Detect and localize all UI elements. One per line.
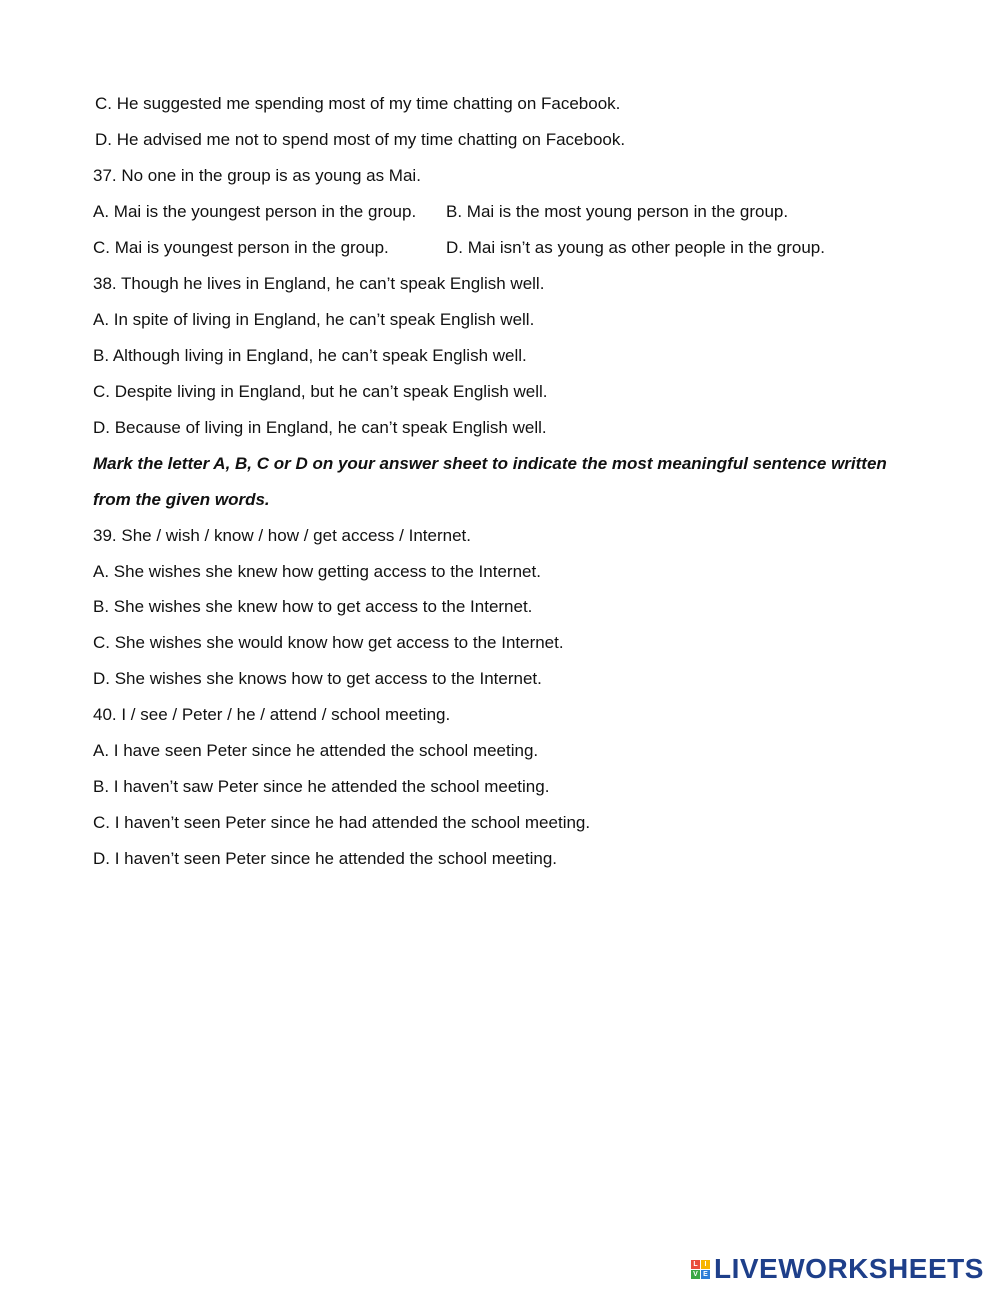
liveworksheets-logo[interactable]: [691, 1255, 984, 1283]
liveworksheets-mark-icon: [691, 1260, 710, 1279]
instruction-line-1: Mark the letter A, B, C or D on your answer sheet to indicate the most meaningful sentence written: [93, 454, 887, 473]
q39-option-a: A. She wishes she knew how getting access to the Internet.: [93, 562, 541, 581]
q36-option-d: D. He advised me not to spend most of my time chatting on Facebook.: [95, 130, 626, 149]
q37-option-b: B. Mai is the most young person in the group.: [446, 202, 789, 221]
logo-mark-letter: L: [691, 1260, 700, 1269]
q40-option-b: B. I haven’t saw Peter since he attended the school meeting.: [93, 777, 550, 796]
q40-option-a: A. I have seen Peter since he attended the school meeting.: [93, 741, 539, 760]
logo-mark-letter: E: [701, 1270, 710, 1279]
q37-option-c: C. Mai is youngest person in the group.: [93, 238, 389, 257]
q37-option-a: A. Mai is the youngest person in the group.: [93, 202, 417, 221]
q40-option-d: D. I haven’t seen Peter since he attended the school meeting.: [93, 849, 558, 868]
q39-option-b: B. She wishes she knew how to get access to the Internet.: [93, 597, 533, 616]
q39-option-d: D. She wishes she knows how to get access to the Internet.: [93, 669, 542, 688]
q39-question: 39. She / wish / know / how / get access / Internet.: [93, 526, 471, 545]
q38-option-c: C. Despite living in England, but he can’t speak English well.: [93, 382, 548, 401]
q38-option-a: A. In spite of living in England, he can’t speak English well.: [93, 310, 535, 329]
q38-question: 38. Though he lives in England, he can’t speak English well.: [93, 274, 545, 293]
instruction-line-2: from the given words.: [93, 490, 270, 509]
q37-question: 37. No one in the group is as young as Mai.: [93, 166, 421, 185]
q38-option-d: D. Because of living in England, he can’t speak English well.: [93, 418, 547, 437]
logo-text: LIVEWORKSHEETS: [714, 1253, 984, 1284]
q40-option-c: C. I haven’t seen Peter since he had attended the school meeting.: [93, 813, 591, 832]
q40-question: 40. I / see / Peter / he / attend / school meeting.: [93, 705, 451, 724]
q39-option-c: C. She wishes she would know how get access to the Internet.: [93, 633, 564, 652]
logo-mark-letter: V: [691, 1270, 700, 1279]
q36-option-c: C. He suggested me spending most of my time chatting on Facebook.: [95, 94, 621, 113]
q37-option-d: D. Mai isn’t as young as other people in the group.: [446, 238, 825, 257]
logo-mark-letter: I: [701, 1260, 710, 1269]
q38-option-b: B. Although living in England, he can’t speak English well.: [93, 346, 527, 365]
